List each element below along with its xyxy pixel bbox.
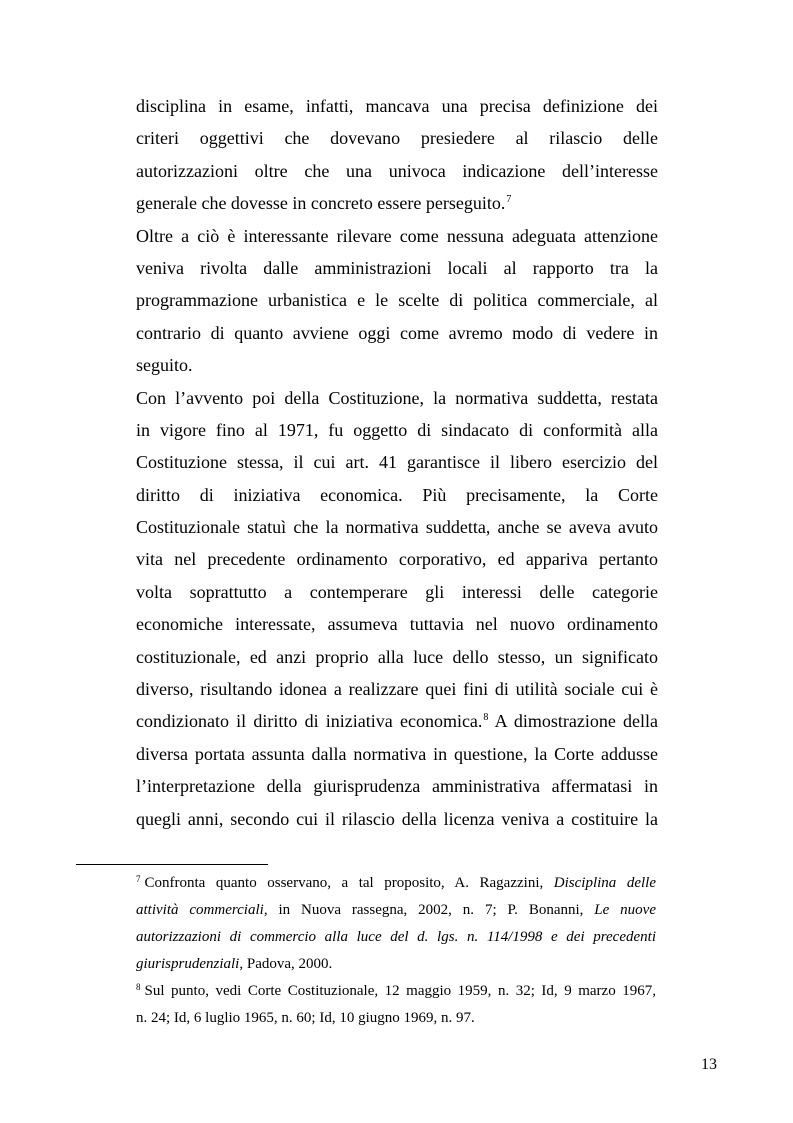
body-line: disciplina in esame, infatti, mancava una precisa definizione dei bbox=[136, 96, 658, 116]
body-line: veniva rivolta dalle amministrazioni locali al rapporto tra la bbox=[136, 257, 658, 278]
footnote-italic: giurisprudenziali bbox=[136, 956, 240, 972]
body-line: l’interpretazione della giurisprudenza amministrativa affermatasi in bbox=[136, 776, 658, 797]
footnote-7-line bbox=[136, 924, 656, 951]
body-line: criteri oggettivi che dovevano presiedere al rilascio delle bbox=[136, 128, 658, 149]
body-line: in vigore fino al 1971, fu oggetto di sindacato di conformità alla bbox=[136, 419, 658, 440]
footnote-7-line bbox=[136, 897, 656, 924]
body-line: Costituzionale statuì che la normativa suddetta, anche se aveva avuto bbox=[136, 517, 658, 538]
footnotes bbox=[136, 870, 656, 1032]
body-line-text: generale che dovesse in concreto essere perseguito. bbox=[136, 193, 506, 214]
body-line: Costituzione stessa, il cui art. 41 garantisce il libero esercizio del bbox=[136, 452, 658, 473]
body-line-text: condizionato il diritto di iniziativa economica. bbox=[136, 711, 483, 732]
footnote-8-line bbox=[136, 978, 656, 1005]
footnote-7-line bbox=[136, 951, 656, 978]
body-line-text: A dimostrazione della bbox=[488, 711, 658, 732]
body-line: Oltre a ciò è interessante rilevare come nessuna adeguata attenzione bbox=[136, 225, 658, 246]
body-line: quegli anni, secondo cui il rilascio della licenza veniva a costituire la bbox=[136, 808, 658, 829]
body-line: diverso, risultando idonea a realizzare quei fini di utilità sociale cui è bbox=[136, 679, 658, 700]
footnote-text: , Padova, 2000. bbox=[239, 956, 333, 972]
body-line: vita nel precedente ordinamento corporativo, ed appariva pertanto bbox=[136, 549, 658, 570]
body-line bbox=[136, 705, 658, 737]
body-line: costituzionale, ed anzi proprio alla luce dello stesso, un significato bbox=[136, 646, 658, 667]
body-text bbox=[136, 90, 658, 835]
body-line: diritto di iniziativa economica. Più precisamente, la Corte bbox=[136, 484, 658, 505]
footnote-separator bbox=[76, 864, 268, 865]
footnote-italic: attività commerciali bbox=[136, 902, 264, 918]
footnote-ref-8: 8 bbox=[483, 712, 489, 724]
body-line: Con l’avvento poi della Costituzione, la normativa suddetta, restata bbox=[136, 387, 658, 408]
body-line: volta soprattutto a contemperare gli interessi delle categorie bbox=[136, 581, 658, 602]
body-line: programmazione urbanistica e le scelte di politica commerciale, al bbox=[136, 290, 658, 311]
footnote-8-line: n. 24; Id, 6 luglio 1965, n. 60; Id, 10 giugno 1969, n. 97. bbox=[136, 1010, 475, 1026]
footnote-italic: Le nuove bbox=[594, 902, 656, 918]
footnote-text: , in Nuova rassegna, 2002, n. 7; P. Bonanni, bbox=[263, 902, 595, 918]
footnote-italic: Disciplina delle bbox=[553, 875, 656, 891]
footnote-text: Confronta quanto osservano, a tal proposito, A. Ragazzini, bbox=[144, 875, 554, 891]
body-line: diversa portata assunta dalla normativa in questione, la Corte addusse bbox=[136, 743, 658, 764]
body-line bbox=[136, 187, 658, 219]
page-number: 13 bbox=[701, 1056, 717, 1073]
footnote-ref-7: 7 bbox=[506, 194, 512, 206]
footnote-italic: autorizzazioni di commercio alla luce del d. lgs. n. 114/1998 e dei precedenti bbox=[136, 929, 656, 945]
body-line: contrario di quanto avviene oggi come avremo modo di vedere in bbox=[136, 322, 658, 343]
body-line: economiche interessate, assumeva tuttavia nel nuovo ordinamento bbox=[136, 614, 658, 635]
body-line: autorizzazioni oltre che una univoca indicazione dell’interesse bbox=[136, 160, 658, 181]
body-line: seguito. bbox=[136, 355, 193, 376]
footnote-7-line bbox=[136, 870, 656, 897]
footnote-text: Sul punto, vedi Corte Costituzionale, 12 maggio 1959, n. 32; Id, 9 marzo 1967, bbox=[144, 983, 656, 999]
footnote-number: 7 bbox=[136, 874, 141, 884]
footnote-number: 8 bbox=[136, 982, 141, 992]
